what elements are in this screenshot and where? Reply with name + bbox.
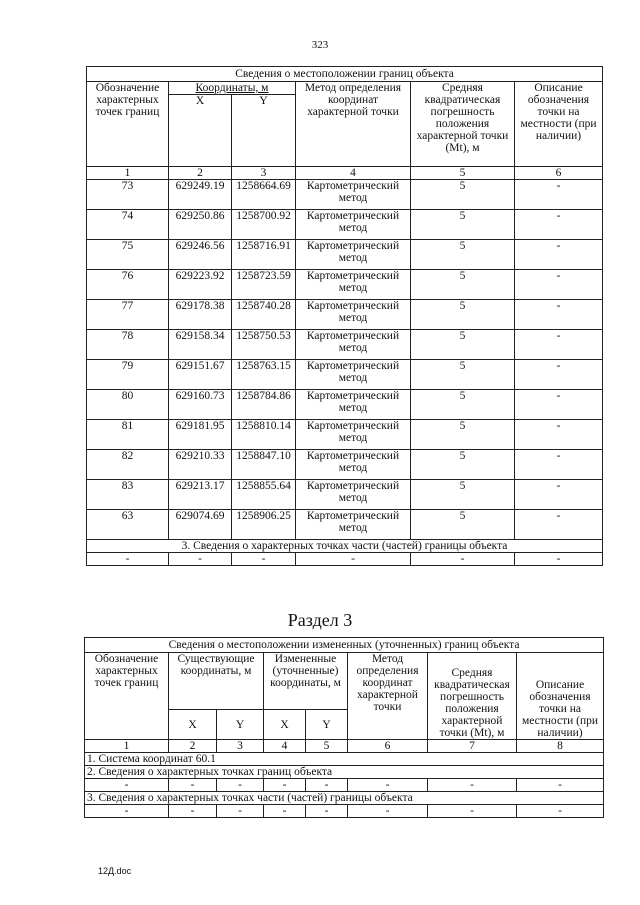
method-text: Картометрический: [306, 270, 400, 282]
coordinate-y: 1258664.69: [232, 180, 296, 210]
header-changed-coordinates: Измененные (уточненные) координаты, м: [264, 653, 348, 710]
table-row: [87, 180, 603, 210]
coordinate-y: 1258700.92: [232, 210, 296, 240]
method-cell: [296, 420, 411, 450]
method-cell: [296, 360, 411, 390]
part-boundary-points-row: 3. Сведения о характерных точках части (частей) границы объекта: [85, 792, 604, 805]
header-point-designation: Обозначение характерных точек границ: [85, 653, 169, 740]
description-value: -: [515, 210, 603, 240]
method-text: метод: [338, 222, 368, 234]
empty-value: -: [348, 779, 428, 792]
description-value: -: [515, 480, 603, 510]
header-error: Средняя квадратическая погрешность положения характерной точки (Mt), м: [411, 82, 515, 167]
table-row: [87, 420, 603, 450]
coordinate-x: 629178.38: [169, 300, 232, 330]
point-number: 80: [87, 390, 169, 420]
header-point-designation: Обозначение характерных точек границ: [87, 82, 169, 167]
empty-value: -: [296, 553, 411, 566]
header-description: Описание обозначения точки на местности (при наличии): [515, 82, 603, 167]
method-text: метод: [338, 342, 368, 354]
header-x: X: [169, 95, 232, 167]
description-value: -: [515, 360, 603, 390]
method-cell: [296, 450, 411, 480]
coordinate-y: 1258810.14: [232, 420, 296, 450]
method-cell: [296, 390, 411, 420]
empty-value: -: [306, 779, 348, 792]
empty-value: -: [87, 553, 169, 566]
point-number: 74: [87, 210, 169, 240]
empty-value: -: [169, 779, 217, 792]
coordinate-x: 629181.95: [169, 420, 232, 450]
boundary-points-row: 2. Сведения о характерных точках границ объекта: [85, 766, 604, 779]
method-text: Картометрический: [306, 390, 400, 402]
method-cell: [296, 270, 411, 300]
point-number: 75: [87, 240, 169, 270]
header-method: Метод определения координат характерной точки: [348, 653, 428, 740]
column-number: 8: [517, 740, 604, 753]
method-text: Картометрический: [306, 300, 400, 312]
method-text: метод: [338, 372, 368, 384]
point-number: 77: [87, 300, 169, 330]
empty-value: -: [217, 779, 264, 792]
method-text: Картометрический: [306, 420, 400, 432]
coordinate-y: 1258855.64: [232, 480, 296, 510]
empty-value: -: [85, 779, 169, 792]
method-text: Картометрический: [306, 450, 400, 462]
mt-value: 5: [411, 480, 515, 510]
point-number: 73: [87, 180, 169, 210]
point-number: 63: [87, 510, 169, 540]
column-number: 5: [411, 167, 515, 180]
header-description: Описание обозначения точки на местности (при наличии): [517, 653, 604, 740]
description-value: -: [515, 300, 603, 330]
coordinate-y: 1258847.10: [232, 450, 296, 480]
header-coordinates: Координаты, м: [169, 82, 296, 95]
method-cell: [296, 210, 411, 240]
coordinate-x: 629213.17: [169, 480, 232, 510]
method-text: Картометрический: [306, 510, 400, 522]
method-cell: [296, 510, 411, 540]
table-row: [87, 300, 603, 330]
point-number: 82: [87, 450, 169, 480]
table-row: [87, 330, 603, 360]
column-number: 5: [306, 740, 348, 753]
column-number: 1: [85, 740, 169, 753]
coordinate-y: 1258723.59: [232, 270, 296, 300]
column-number: 2: [169, 167, 232, 180]
empty-value: -: [348, 805, 428, 818]
coordinate-y: 1258906.25: [232, 510, 296, 540]
description-value: -: [515, 510, 603, 540]
empty-value: -: [517, 779, 604, 792]
method-text: метод: [338, 252, 368, 264]
header-existing-coordinates: Существующие координаты, м: [169, 653, 264, 710]
method-cell: [296, 330, 411, 360]
column-number: 4: [264, 740, 306, 753]
method-text: Картометрический: [306, 480, 400, 492]
point-number: 76: [87, 270, 169, 300]
empty-value: -: [428, 805, 517, 818]
column-number: 1: [87, 167, 169, 180]
method-cell: [296, 300, 411, 330]
header-changed-x: X: [264, 710, 306, 740]
table-title: Сведения о местоположении измененных (уточненных) границ объекта: [85, 638, 604, 653]
column-number: 3: [217, 740, 264, 753]
table-title: Сведения о местоположении границ объекта: [87, 67, 603, 82]
mt-value: 5: [411, 240, 515, 270]
header-method: Метод определения координат характерной точки: [296, 82, 411, 167]
subsection-title: 3. Сведения о характерных точках части (частей) границы объекта: [87, 540, 603, 553]
coordinate-y: 1258763.15: [232, 360, 296, 390]
description-value: -: [515, 330, 603, 360]
coordinate-y: 1258784.86: [232, 390, 296, 420]
table-row: [87, 480, 603, 510]
description-value: -: [515, 270, 603, 300]
empty-value: -: [264, 779, 306, 792]
mt-value: 5: [411, 450, 515, 480]
mt-value: 5: [411, 510, 515, 540]
changed-boundaries-table: [84, 637, 604, 818]
method-text: метод: [338, 462, 368, 474]
mt-value: 5: [411, 270, 515, 300]
header-y: Y: [232, 95, 296, 167]
column-number: 2: [169, 740, 217, 753]
coordinate-x: 629246.56: [169, 240, 232, 270]
description-value: -: [515, 450, 603, 480]
method-text: Картометрический: [306, 330, 400, 342]
point-number: 81: [87, 420, 169, 450]
method-cell: [296, 480, 411, 510]
method-text: метод: [338, 402, 368, 414]
section-title: Раздел 3: [287, 610, 353, 630]
coordinate-y: 1258716.91: [232, 240, 296, 270]
table-row: [87, 210, 603, 240]
description-value: -: [515, 420, 603, 450]
method-text: Картометрический: [306, 240, 400, 252]
mt-value: 5: [411, 300, 515, 330]
empty-value: -: [428, 779, 517, 792]
empty-value: -: [217, 805, 264, 818]
table-row: [87, 390, 603, 420]
empty-value: -: [517, 805, 604, 818]
header-changed-y: Y: [306, 710, 348, 740]
mt-value: 5: [411, 330, 515, 360]
column-number: 3: [232, 167, 296, 180]
method-cell: [296, 240, 411, 270]
method-text: метод: [338, 432, 368, 444]
point-number: 83: [87, 480, 169, 510]
method-text: метод: [338, 312, 368, 324]
column-number: 6: [348, 740, 428, 753]
coordinate-x: 629223.92: [169, 270, 232, 300]
header-error: Средняя квадратическая погрешность положения характерной точки (Mt), м: [428, 653, 517, 740]
mt-value: 5: [411, 360, 515, 390]
empty-value: -: [306, 805, 348, 818]
coordinate-x: 629249.19: [169, 180, 232, 210]
empty-value: -: [515, 553, 603, 566]
method-text: Картометрический: [306, 360, 400, 372]
coordinate-y: 1258750.53: [232, 330, 296, 360]
method-text: метод: [338, 492, 368, 504]
empty-value: -: [264, 805, 306, 818]
file-name-footer: 12Д.doc: [98, 866, 132, 876]
point-number: 78: [87, 330, 169, 360]
column-number: 6: [515, 167, 603, 180]
coordinate-x: 629210.33: [169, 450, 232, 480]
coordinate-y: 1258740.28: [232, 300, 296, 330]
empty-value: -: [411, 553, 515, 566]
method-cell: [296, 180, 411, 210]
mt-value: 5: [411, 210, 515, 240]
mt-value: 5: [411, 180, 515, 210]
coordinate-x: 629151.67: [169, 360, 232, 390]
description-value: -: [515, 390, 603, 420]
coordinate-x: 629160.73: [169, 390, 232, 420]
point-number: 79: [87, 360, 169, 390]
method-text: Картометрический: [306, 210, 400, 222]
header-existing-x: X: [169, 710, 217, 740]
description-value: -: [515, 180, 603, 210]
table-row: [87, 270, 603, 300]
method-text: метод: [338, 192, 368, 204]
boundary-points-table: [86, 66, 603, 566]
coordinate-system-row: 1. Система координат 60.1: [85, 753, 604, 766]
table-row: [87, 450, 603, 480]
page-number: 323: [311, 39, 329, 51]
method-text: метод: [338, 282, 368, 294]
empty-value: -: [232, 553, 296, 566]
coordinate-x: 629158.34: [169, 330, 232, 360]
coordinate-x: 629250.86: [169, 210, 232, 240]
column-number: 7: [428, 740, 517, 753]
empty-value: -: [85, 805, 169, 818]
table-row: [87, 510, 603, 540]
mt-value: 5: [411, 420, 515, 450]
table-row: [87, 360, 603, 390]
mt-value: 5: [411, 390, 515, 420]
empty-value: -: [169, 805, 217, 818]
table-row: [87, 240, 603, 270]
column-number: 4: [296, 167, 411, 180]
method-text: Картометрический: [306, 180, 400, 192]
coordinate-x: 629074.69: [169, 510, 232, 540]
header-existing-y: Y: [217, 710, 264, 740]
empty-value: -: [169, 553, 232, 566]
method-text: метод: [338, 522, 368, 534]
description-value: -: [515, 240, 603, 270]
